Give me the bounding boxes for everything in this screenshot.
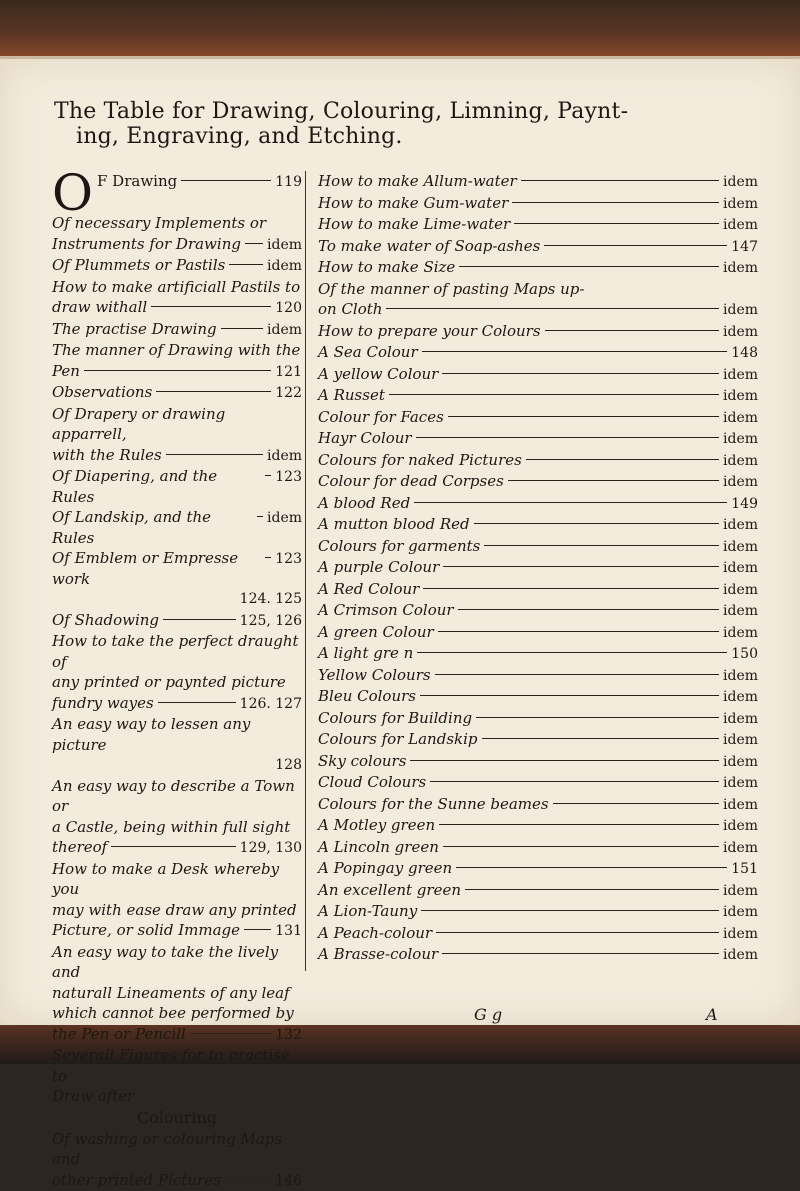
entry-text: Colour for Faces xyxy=(318,407,444,428)
index-entry xyxy=(318,407,758,429)
page-number: idem xyxy=(723,623,758,644)
index-entry xyxy=(52,340,302,361)
page-number: idem xyxy=(723,730,758,751)
page-number: idem xyxy=(723,601,758,622)
index-entry xyxy=(318,364,758,386)
index-entry xyxy=(52,466,302,507)
entry-text: Colours for Building xyxy=(318,708,472,729)
index-entry xyxy=(318,751,758,773)
entry-text: A blood Red xyxy=(318,493,410,514)
index-entry xyxy=(318,794,758,816)
leader-rule xyxy=(158,702,236,703)
index-entry xyxy=(52,631,302,672)
leader-rule xyxy=(410,760,719,761)
entry-text: How to prepare your Colours xyxy=(318,321,541,342)
page-number: idem xyxy=(723,215,758,236)
index-entry xyxy=(52,319,302,341)
index-entry xyxy=(318,708,758,730)
index-entry xyxy=(318,493,758,515)
leader-rule xyxy=(386,308,719,309)
entry-text: The practise Drawing xyxy=(52,319,217,340)
leader-rule xyxy=(417,652,727,653)
index-entry xyxy=(318,193,758,215)
page-number: 119 xyxy=(275,172,302,193)
page-number: idem xyxy=(723,515,758,536)
left-column xyxy=(52,171,302,1191)
entry-text: The manner of Drawing with the xyxy=(52,340,300,361)
entry-text: A yellow Colour xyxy=(318,364,438,385)
page-number: 121 xyxy=(275,362,302,383)
entry-text: Picture, or solid Immage xyxy=(52,920,240,941)
entry-text: with the Rules xyxy=(52,445,162,466)
index-entry xyxy=(52,837,302,859)
entry-text: A Motley green xyxy=(318,815,435,836)
leader-rule xyxy=(245,243,263,244)
index-entry xyxy=(52,983,302,1004)
index-entry xyxy=(52,1045,302,1086)
index-entry xyxy=(52,213,302,234)
entry-text: Severall Figures for to practise to xyxy=(52,1045,302,1086)
page-number: idem xyxy=(267,256,302,277)
index-entry xyxy=(52,361,302,383)
catchword: A xyxy=(706,1005,718,1024)
page-number: 124. 125 xyxy=(240,591,302,607)
index-entry xyxy=(52,171,302,213)
leader-rule xyxy=(448,416,719,417)
page-number: idem xyxy=(723,537,758,558)
page-number: idem xyxy=(723,408,758,429)
page-number: idem xyxy=(723,773,758,794)
page-number: 147 xyxy=(731,237,758,258)
leader-rule xyxy=(514,223,719,224)
leader-rule xyxy=(414,502,727,503)
entry-text-rest: F Drawing xyxy=(97,172,177,190)
index-entry xyxy=(318,729,758,751)
column-divider xyxy=(305,171,306,971)
entry-text: How to make Allum-water xyxy=(318,171,517,192)
index-entry xyxy=(52,900,302,921)
page-number: idem xyxy=(723,194,758,215)
entry-text: on Cloth xyxy=(318,299,382,320)
leader-rule xyxy=(430,781,719,782)
index-entry xyxy=(318,622,758,644)
entry-text: A Peach-colour xyxy=(318,923,432,944)
leader-rule xyxy=(389,394,719,395)
leader-rule xyxy=(181,180,271,181)
leader-rule xyxy=(521,180,719,181)
index-entry xyxy=(318,772,758,794)
entry-text: An easy way to lessen any picture xyxy=(52,714,302,755)
entry-text: Of washing or colouring Maps and xyxy=(52,1129,302,1170)
page-number: idem xyxy=(723,300,758,321)
page-number: 131 xyxy=(275,921,302,942)
index-entry xyxy=(52,714,302,755)
page-number: idem xyxy=(723,902,758,923)
page-number: idem xyxy=(723,386,758,407)
index-entry xyxy=(318,385,758,407)
entry-text: naturall Lineaments of any leaf xyxy=(52,983,290,1004)
entry-text: A Sea Colour xyxy=(318,342,418,363)
index-entry xyxy=(318,901,758,923)
drop-cap: O xyxy=(52,173,93,213)
index-entry xyxy=(318,299,758,321)
index-entry xyxy=(318,536,758,558)
section-heading: Colouring xyxy=(137,1108,217,1127)
index-entry xyxy=(318,815,758,837)
page-number: idem xyxy=(723,816,758,837)
page-number: idem xyxy=(723,258,758,279)
leader-rule xyxy=(265,475,271,476)
leader-rule xyxy=(458,609,719,610)
index-entry xyxy=(52,859,302,900)
leader-rule xyxy=(508,480,719,481)
entry-text: An easy way to take the lively and xyxy=(52,942,302,983)
leader-rule xyxy=(474,523,719,524)
title-line-1: The Table for Drawing, Colouring, Limning, Paynt- xyxy=(54,99,628,124)
page-number: idem xyxy=(723,580,758,601)
index-entry xyxy=(52,610,302,632)
page-number: idem xyxy=(723,838,758,859)
leader-rule xyxy=(421,910,719,911)
entry-text: Pen xyxy=(52,361,80,382)
entry-text: How to take the perfect draught of xyxy=(52,631,302,672)
page-number: idem xyxy=(723,322,758,343)
leader-rule xyxy=(163,619,236,620)
page-number: idem xyxy=(267,508,302,529)
leader-rule xyxy=(435,674,719,675)
page-number: idem xyxy=(723,752,758,773)
leader-rule xyxy=(526,459,719,460)
index-entry xyxy=(52,255,302,277)
entry-text: fundry wayes xyxy=(52,693,154,714)
index-entry xyxy=(318,858,758,880)
page-number: 151 xyxy=(731,859,758,880)
entry-text: a Castle, being within full sight xyxy=(52,817,290,838)
entry-text: the Pen or Pencill xyxy=(52,1024,186,1045)
page-number: 123 xyxy=(275,467,302,488)
entry-text: Of Diapering, and the Rules xyxy=(52,466,261,507)
index-entry xyxy=(318,686,758,708)
entry-text: Hayr Colour xyxy=(318,428,412,449)
leader-rule xyxy=(190,1033,271,1034)
page-number: 146 xyxy=(275,1171,302,1191)
entry-text: To make water of Soap-ashes xyxy=(318,236,540,257)
index-entry xyxy=(318,214,758,236)
index-entry xyxy=(52,507,302,548)
entry-text: How to make artificiall Pastils to xyxy=(52,277,300,298)
page-number: idem xyxy=(723,881,758,902)
entry-text: A Crimson Colour xyxy=(318,600,454,621)
leader-rule xyxy=(111,846,235,847)
entry-text: Sky colours xyxy=(318,751,406,772)
leader-rule xyxy=(476,717,719,718)
leader-rule xyxy=(443,846,719,847)
entry-text: A light gre n xyxy=(318,643,413,664)
leader-rule xyxy=(221,328,263,329)
leader-rule xyxy=(422,351,728,352)
leader-rule xyxy=(439,824,719,825)
book-spine-top xyxy=(0,0,800,60)
leader-rule xyxy=(553,803,719,804)
entry-text: A purple Colour xyxy=(318,557,439,578)
leader-rule xyxy=(544,245,727,246)
entry-text: Colour for dead Corpses xyxy=(318,471,504,492)
entry-text: A Popingay green xyxy=(318,858,452,879)
page-number: 132 xyxy=(275,1025,302,1046)
entry-text: Colours for Landskip xyxy=(318,729,478,750)
entry-text: A green Colour xyxy=(318,622,434,643)
entry-text: Draw after xyxy=(52,1086,134,1107)
index-entry xyxy=(52,548,302,589)
entry-text: A Russet xyxy=(318,385,385,406)
index-entry xyxy=(52,1003,302,1024)
leader-rule xyxy=(438,631,719,632)
entry-text: A Red Colour xyxy=(318,579,419,600)
index-entry xyxy=(318,321,758,343)
index-entry xyxy=(52,1129,302,1170)
index-entry xyxy=(52,589,302,610)
leader-rule xyxy=(436,932,719,933)
index-entry xyxy=(318,257,758,279)
page-number: idem xyxy=(723,945,758,966)
leader-rule xyxy=(156,391,271,392)
index-entry xyxy=(52,1170,302,1191)
page-number: 129, 130 xyxy=(240,838,302,859)
index-entry xyxy=(52,672,302,693)
entry-text: Colours for the Sunne beames xyxy=(318,794,549,815)
page-number: idem xyxy=(723,687,758,708)
index-entry xyxy=(52,817,302,838)
page-number: idem xyxy=(267,235,302,256)
page-title xyxy=(54,99,734,149)
leader-rule xyxy=(456,867,727,868)
entry-text: How to make Lime-water xyxy=(318,214,510,235)
entry-text: An easy way to describe a Town or xyxy=(52,776,302,817)
index-entry xyxy=(318,579,758,601)
leader-rule xyxy=(151,306,271,307)
leader-rule xyxy=(442,373,719,374)
entry-text: which cannot bee performed by xyxy=(52,1003,294,1024)
entry-text: Of the manner of pasting Maps up- xyxy=(318,279,584,300)
index-entry xyxy=(318,514,758,536)
page-number: 122 xyxy=(275,383,302,404)
entry-text: A Lincoln green xyxy=(318,837,439,858)
entry-text: Bleu Colours xyxy=(318,686,416,707)
leader-rule xyxy=(423,588,719,589)
index-entry xyxy=(52,404,302,445)
page-number: 149 xyxy=(731,494,758,515)
title-line-2: ing, Engraving, and Etching. xyxy=(54,124,734,149)
entry-text: How to make Size xyxy=(318,257,455,278)
entry-text: Of Shadowing xyxy=(52,610,159,631)
page-number: idem xyxy=(723,172,758,193)
page-number: idem xyxy=(267,446,302,467)
index-entry xyxy=(52,234,302,256)
leader-rule xyxy=(166,454,263,455)
page-number: idem xyxy=(723,666,758,687)
index-entry xyxy=(52,776,302,817)
index-entry xyxy=(52,942,302,983)
leader-rule xyxy=(257,516,263,517)
entry-text: Observations xyxy=(52,382,152,403)
page-number: idem xyxy=(723,429,758,450)
entry-text: Of Landskip, and the Rules xyxy=(52,507,253,548)
index-entry xyxy=(318,643,758,665)
index-entry xyxy=(52,920,302,942)
index-entry xyxy=(318,944,758,966)
leader-rule xyxy=(459,266,719,267)
index-entry xyxy=(318,428,758,450)
index-entry xyxy=(318,171,758,193)
index-entry xyxy=(318,471,758,493)
leader-rule xyxy=(416,437,719,438)
index-entry xyxy=(52,755,302,776)
index-entry xyxy=(52,297,302,319)
leader-rule xyxy=(512,202,719,203)
leader-rule xyxy=(84,370,271,371)
index-entry xyxy=(318,342,758,364)
page-number: idem xyxy=(723,472,758,493)
entry-text: How to make Gum-water xyxy=(318,193,508,214)
entry-text: Cloud Colours xyxy=(318,772,426,793)
entry-text: any printed or paynted picture xyxy=(52,672,286,693)
page-number: 128 xyxy=(275,757,302,773)
entry-text: draw withall xyxy=(52,297,147,318)
page-number: 120 xyxy=(275,298,302,319)
index-entry xyxy=(318,665,758,687)
leader-rule xyxy=(442,953,719,954)
index-entry xyxy=(318,837,758,859)
leader-rule xyxy=(545,330,719,331)
page-number: idem xyxy=(723,795,758,816)
entry-text: Of Emblem or Empresse work xyxy=(52,548,261,589)
page-number: idem xyxy=(267,320,302,341)
page-number: idem xyxy=(723,924,758,945)
page-number: 150 xyxy=(731,644,758,665)
index-entry xyxy=(52,1086,302,1107)
index-entry xyxy=(318,880,758,902)
entry-text: Of Drapery or drawing apparrell, xyxy=(52,404,302,445)
signature-mark: G g xyxy=(474,1005,502,1024)
page-number: idem xyxy=(723,451,758,472)
leader-rule xyxy=(482,738,719,739)
entry-text: How to make a Desk whereby you xyxy=(52,859,302,900)
leader-rule xyxy=(443,566,719,567)
entry-text: Colours for garments xyxy=(318,536,480,557)
index-entry xyxy=(52,693,302,715)
page-number: 148 xyxy=(731,343,758,364)
leader-rule xyxy=(484,545,719,546)
leader-rule xyxy=(244,929,271,930)
leader-rule xyxy=(229,264,263,265)
page-number: 125, 126 xyxy=(240,611,302,632)
entry-text: Colours for naked Pictures xyxy=(318,450,522,471)
index-entry xyxy=(318,279,758,300)
entry-text: A Brasse-colour xyxy=(318,944,438,965)
entry-text: An excellent green xyxy=(318,880,461,901)
leader-rule xyxy=(225,1179,272,1180)
index-entry xyxy=(318,557,758,579)
right-column xyxy=(318,171,758,966)
index-entry xyxy=(52,1024,302,1046)
entry-text: thereof xyxy=(52,837,107,858)
page-number: idem xyxy=(723,558,758,579)
entry-text: Of necessary Implements or xyxy=(52,213,266,234)
index-entry xyxy=(318,236,758,258)
index-entry xyxy=(52,445,302,467)
entry-text: other printed Pictures xyxy=(52,1170,221,1191)
entry-text: Instruments for Drawing xyxy=(52,234,241,255)
entry-text: may with ease draw any printed xyxy=(52,900,297,921)
entry-text xyxy=(52,171,177,213)
book-page xyxy=(0,56,800,1025)
index-entry xyxy=(318,600,758,622)
leader-rule xyxy=(265,557,271,558)
index-entry xyxy=(52,277,302,298)
leader-rule xyxy=(465,889,719,890)
entry-text: A mutton blood Red xyxy=(318,514,470,535)
index-entry xyxy=(318,450,758,472)
page-number: 123 xyxy=(275,549,302,570)
page-number: idem xyxy=(723,365,758,386)
index-entry xyxy=(318,923,758,945)
entry-text: Yellow Colours xyxy=(318,665,431,686)
page-number: 126. 127 xyxy=(240,694,302,715)
index-entry xyxy=(52,382,302,404)
page-number: idem xyxy=(723,709,758,730)
index-entry xyxy=(52,1107,302,1129)
entry-text: A Lion-Tauny xyxy=(318,901,417,922)
entry-text: Of Plummets or Pastils xyxy=(52,255,225,276)
leader-rule xyxy=(420,695,719,696)
